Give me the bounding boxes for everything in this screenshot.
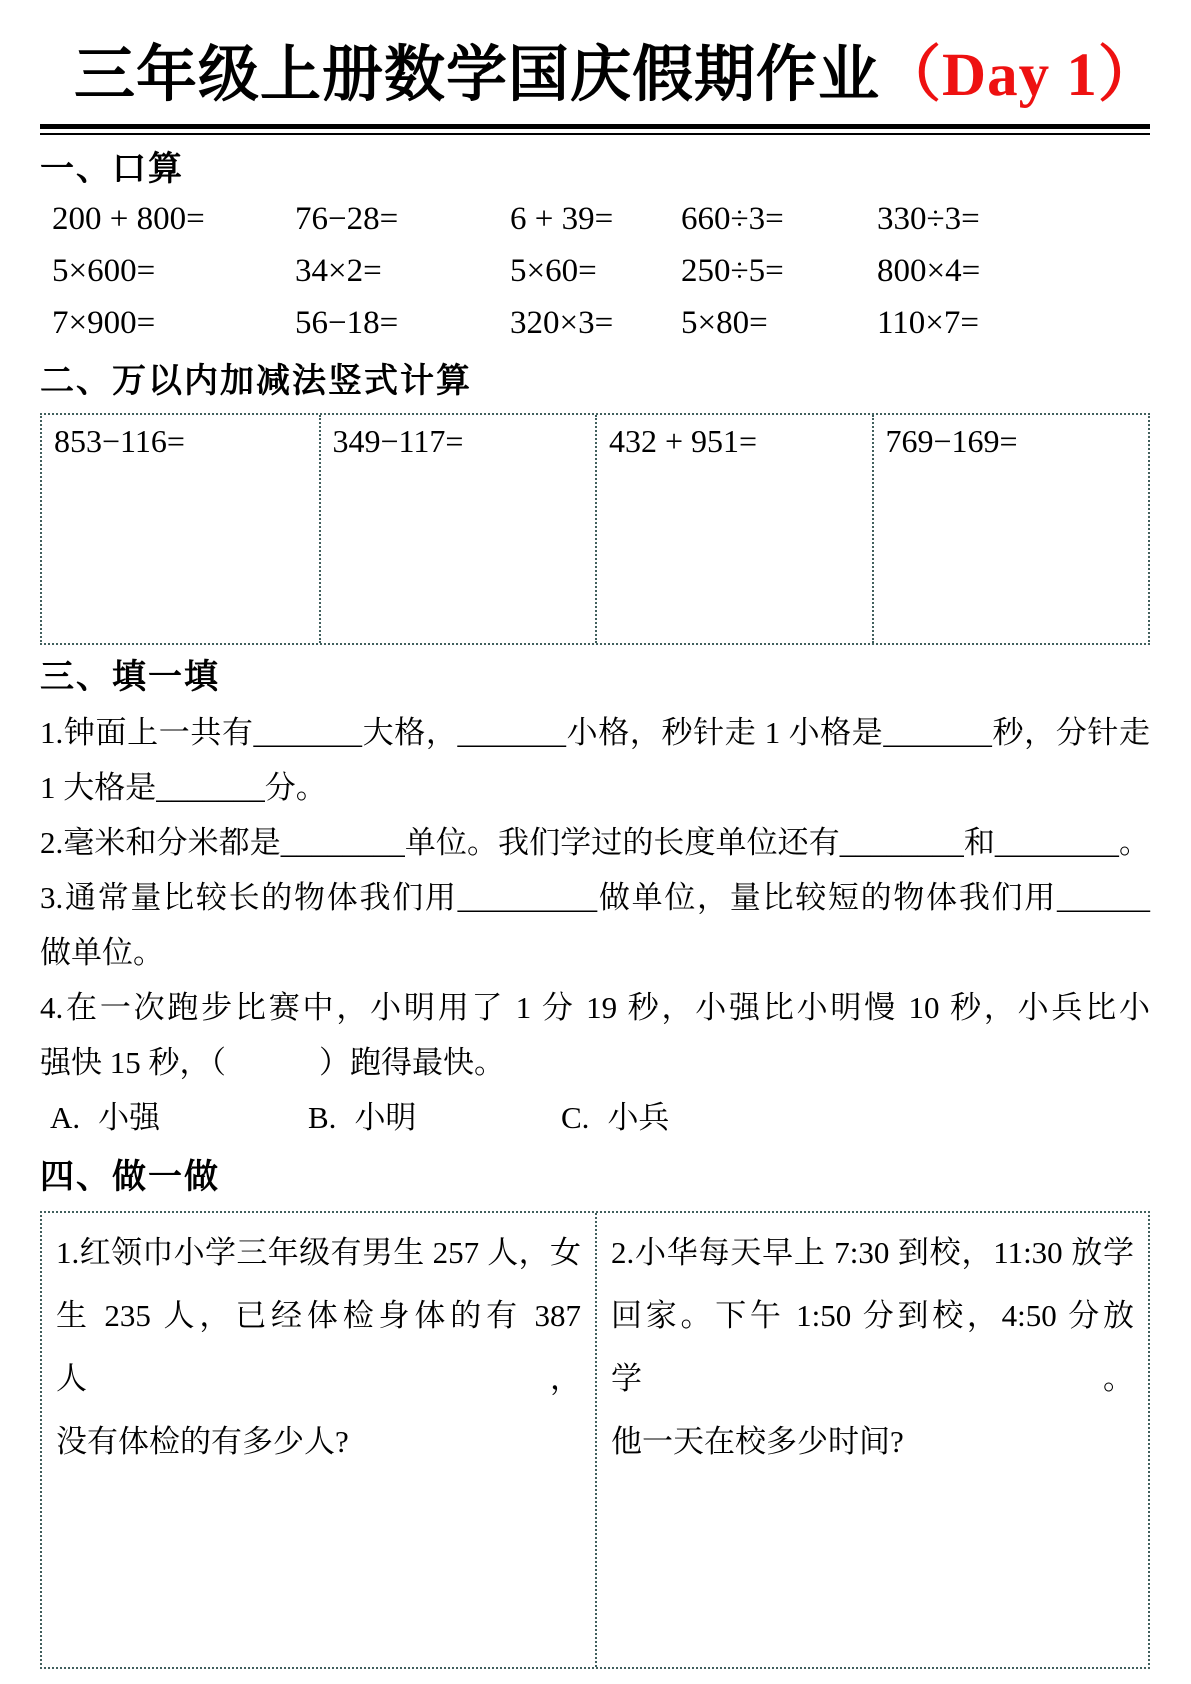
word-problem-2-line: 回家。下午 1:50 分到校，4:50 分放学。: [611, 1298, 1134, 1397]
word-problem-1-line: 1.红领巾小学三年级有男生 257 人，女: [56, 1235, 581, 1271]
vertical-calc-cell: 349−117=: [319, 415, 596, 643]
oral-problem: 320×3=: [510, 305, 614, 342]
oral-problem: 5×600=: [52, 253, 156, 290]
title-divider-rule: [40, 124, 1150, 135]
oral-problem: 660÷3=: [681, 201, 784, 238]
vertical-calc-box: [40, 413, 1150, 645]
section-three-heading: 三、填一填: [40, 659, 220, 697]
vertical-calc-cell: 853−116=: [54, 423, 185, 460]
choice-option-b-key: B.: [308, 1100, 337, 1136]
oral-problem: 7×900=: [52, 305, 156, 342]
section-four-heading: 四、做一做: [40, 1159, 220, 1197]
oral-problem: 800×4=: [877, 253, 981, 290]
choice-option-b: [308, 1090, 561, 1145]
fill-line: 2.毫米和分米都是________单位。我们学过的长度单位还有________和________。: [40, 825, 1150, 861]
word-problem-2-line: 他一天在校多少时间?: [611, 1424, 904, 1460]
page-title: [40, 38, 1160, 124]
word-problem-1-line: 没有体检的有多少人?: [56, 1424, 349, 1460]
choice-option-c: [561, 1090, 1150, 1145]
oral-problem: 34×2=: [295, 253, 382, 290]
page-title-day: （Day 1）: [880, 42, 1160, 109]
choice-option-b-label: 小明: [354, 1100, 417, 1136]
choice-options-row: [40, 1090, 1150, 1145]
word-problem-box: [40, 1211, 1150, 1669]
vertical-calc-cell: 769−169=: [872, 415, 1149, 643]
oral-problem: 110×7=: [877, 305, 979, 342]
oral-problem: 5×80=: [681, 305, 768, 342]
fill-line: 1.钟面上一共有_______大格，_______小格，秒针走 1 小格是_______秒，分针走: [40, 715, 1150, 751]
fill-in-blanks: [40, 705, 1150, 1145]
choice-option-a-label: 小强: [98, 1100, 161, 1136]
oral-problem: 56−18=: [295, 305, 399, 342]
page-title-main: 三年级上册数学国庆假期作业: [74, 42, 881, 109]
oral-arithmetic-grid: [40, 193, 1150, 349]
oral-problem: 76−28=: [295, 201, 399, 238]
fill-line: 1 大格是_______分。: [40, 770, 327, 806]
title-block: [40, 0, 1160, 135]
choice-option-c-key: C.: [561, 1100, 590, 1136]
oral-problem: 6 + 39=: [510, 201, 614, 238]
fill-line: 4.在一次跑步比赛中，小明用了 1 分 19 秒，小强比小明慢 10 秒，小兵比小: [40, 990, 1150, 1026]
choice-option-a: [50, 1090, 308, 1145]
oral-problem: 200 + 800=: [52, 201, 205, 238]
section-one-heading: 一、口算: [40, 151, 184, 189]
choice-option-c-label: 小兵: [607, 1100, 670, 1136]
word-problem-2: [595, 1213, 1148, 1667]
word-problem-1: [42, 1213, 595, 1667]
section-two-heading: 二、万以内加减法竖式计算: [40, 363, 472, 401]
oral-problem: 5×60=: [510, 253, 597, 290]
worksheet-page: [40, 0, 1160, 1669]
fill-line: 做单位。: [40, 935, 164, 971]
fill-line: 强快 15 秒，（ ）跑得最快。: [40, 1045, 505, 1081]
fill-line: 3.通常量比较长的物体我们用_________做单位，量比较短的物体我们用______: [40, 880, 1150, 916]
oral-problem: 330÷3=: [877, 201, 980, 238]
vertical-calc-cell: 432 + 951=: [595, 415, 872, 643]
word-problem-1-line: 生 235 人，已经体检身体的有 387 人，: [56, 1298, 581, 1397]
word-problem-2-line: 2.小华每天早上 7:30 到校，11:30 放学: [611, 1235, 1134, 1271]
oral-problem: 250÷5=: [681, 253, 784, 290]
choice-option-a-key: A.: [50, 1100, 81, 1136]
